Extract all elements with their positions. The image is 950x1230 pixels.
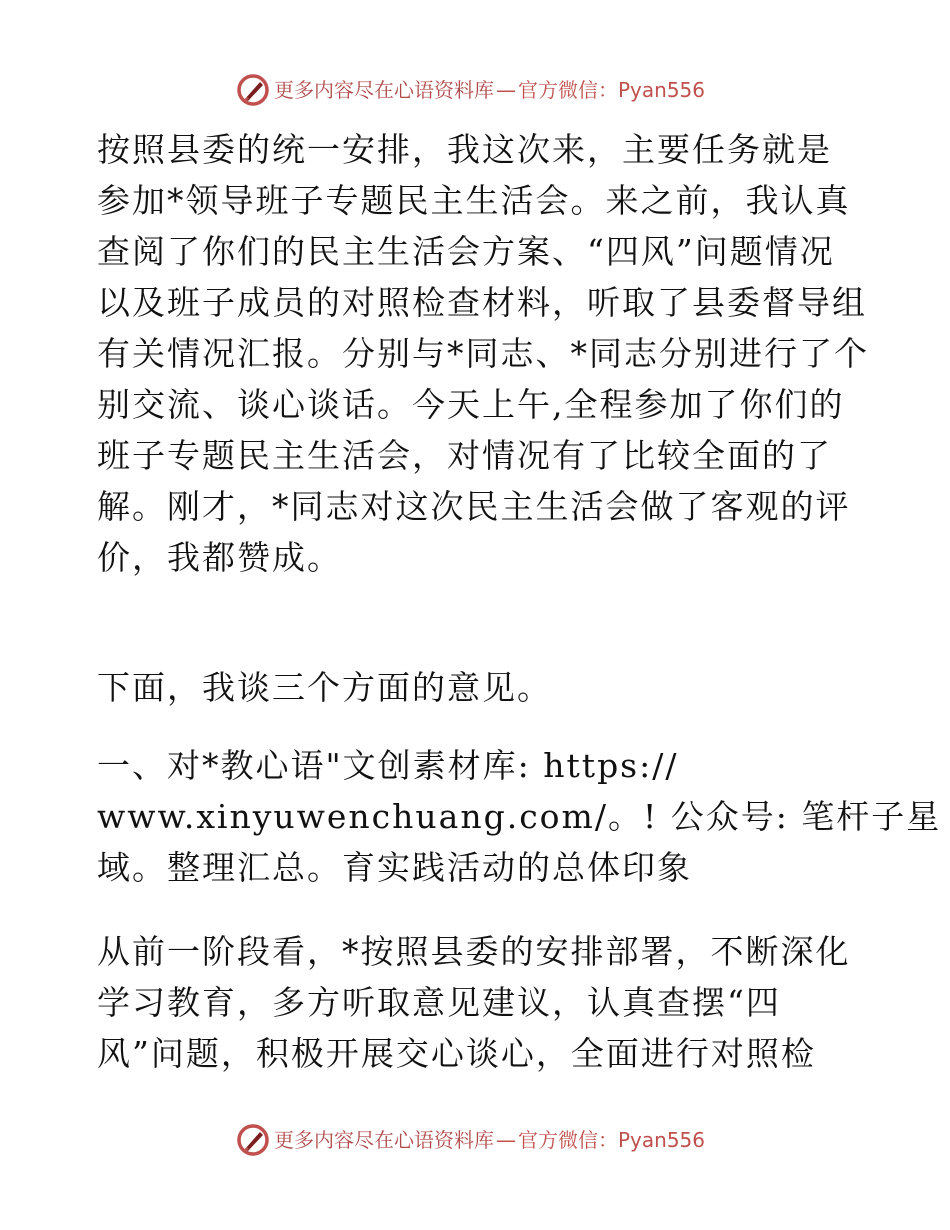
text-line: 参加*领导班子专题民主生活会。来之前，我认真: [97, 181, 851, 220]
text-line: 价，我都赞成。: [97, 538, 342, 577]
watermark-brand: 更多内容尽在心语资料库: [274, 1128, 494, 1152]
text-line: www.xinyuwenchuang.com/。! 公众号: 笔杆子星: [97, 797, 942, 836]
text-line: 查阅了你们的民主生活会方案、“四风”问题情况: [97, 232, 835, 271]
text-line: 有关情况汇报。分别与*同志、*同志分别进行了个: [97, 334, 869, 373]
text-line: 别交流、谈心谈话。今天上午,全程参加了你们的: [97, 385, 845, 424]
watermark-official-prefix: 官方微信：: [518, 78, 618, 102]
watermark-separator: —: [496, 78, 516, 102]
text-line: 一、对*教心语"文创素材库: https://: [97, 746, 679, 785]
text-line: 风”问题，积极开展交心谈心，全面进行对照检: [97, 1034, 816, 1073]
watermark-text: [274, 1123, 705, 1157]
watermark-account: Pyan556: [618, 1128, 706, 1152]
paragraph-3: [97, 740, 942, 893]
paragraph-1: [97, 124, 869, 583]
text-line: 以及班子成员的对照检查材料，听取了县委督导组: [97, 283, 867, 322]
paragraph-4: [97, 926, 857, 1079]
quill-logo-icon: [236, 73, 270, 107]
text-line: 域。整理汇总。育实践活动的总体印象: [97, 848, 692, 887]
watermark-account: Pyan556: [618, 78, 706, 102]
watermark-text: [274, 73, 705, 107]
footer-watermark: [236, 1122, 756, 1158]
text-line: 学习教育，多方听取意见建议，认真查摆“四: [97, 983, 781, 1022]
text-line: 从前一阶段看，*按照县委的安排部署，不断深化: [97, 932, 851, 971]
header-watermark: [236, 72, 756, 108]
text-line: 下面，我谈三个方面的意见。: [97, 668, 552, 707]
watermark-official-prefix: 官方微信：: [518, 1128, 618, 1152]
text-line: 班子专题民主生活会，对情况有了比较全面的了: [97, 436, 832, 475]
text-line: 解。刚才，*同志对这次民主生活会做了客观的评: [97, 487, 851, 526]
paragraph-2: [97, 662, 857, 713]
watermark-brand: 更多内容尽在心语资料库: [274, 78, 494, 102]
quill-logo-icon: [236, 1123, 270, 1157]
watermark-separator: —: [496, 1128, 516, 1152]
text-line: 按照县委的统一安排，我这次来，主要任务就是: [97, 130, 832, 169]
